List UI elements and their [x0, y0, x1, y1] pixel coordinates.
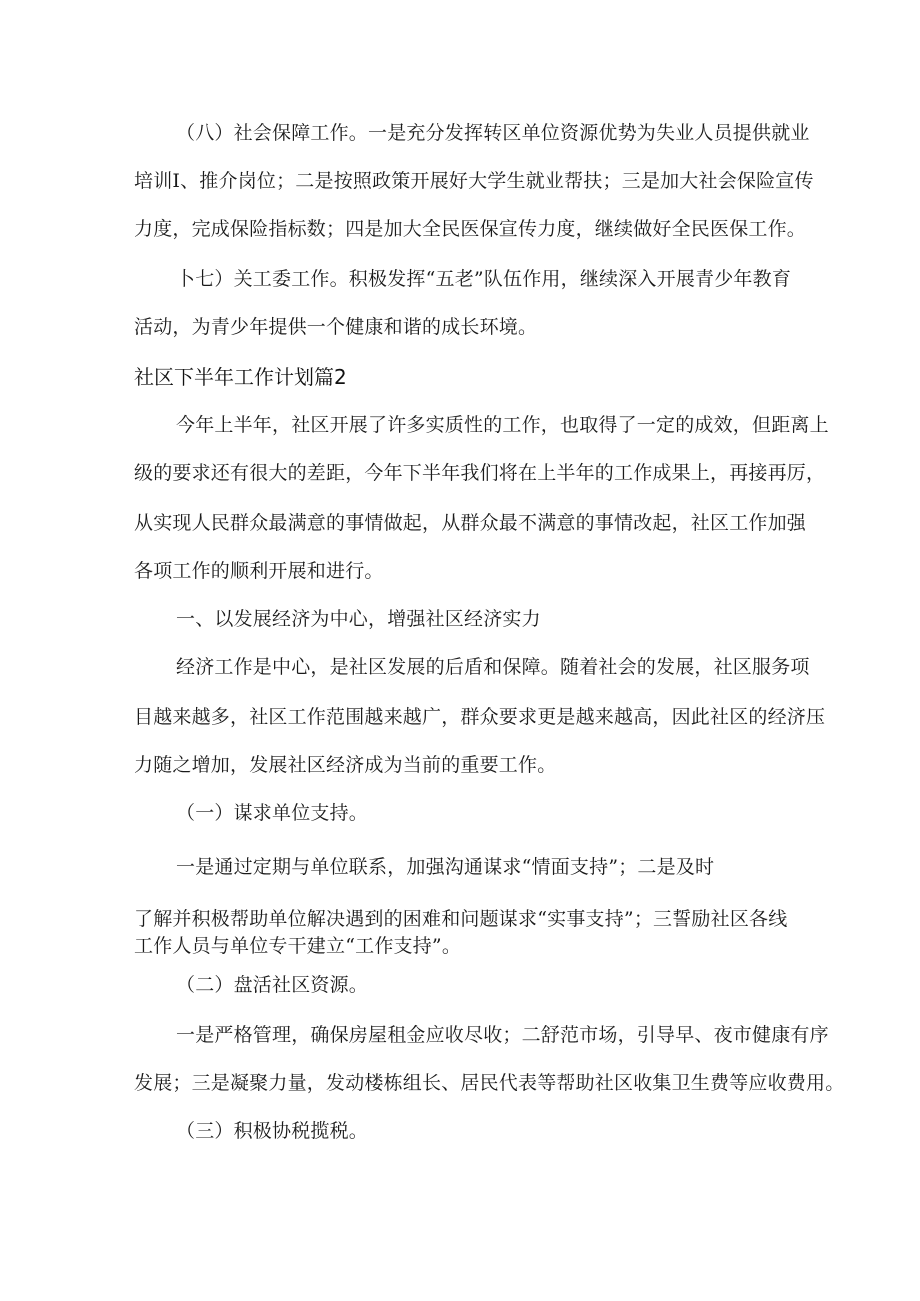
paragraph-line: 今年上半年，社区开展了许多实质性的工作，也取得了一定的成效，但距离上	[176, 414, 829, 436]
paragraph-line: （八）社会保障工作。一是充分发挥转区单位资源优势为失业人员提供就业	[176, 122, 810, 144]
paragraph-line: 工作人员与单位专干建立“工作支持”。	[134, 935, 462, 957]
paragraph-line: 级的要求还有很大的差距，今年下半年我们将在上半年的工作成果上，再接再厉，	[134, 462, 826, 484]
subsection-heading: （三）积极协税揽税。	[176, 1120, 369, 1142]
paragraph-line: 力度，完成保险指标数；四是加大全民医保宣传力度，继续做好全民医保工作。	[134, 218, 807, 240]
subsection-heading: （一）谋求单位支持。	[176, 802, 369, 824]
paragraph-line: 培训I、推介岗位；二是按照政策开展好大学生就业帮扶；三是加大社会保险宣传	[134, 170, 814, 192]
subsection-heading: （二）盘活社区资源。	[176, 974, 369, 996]
paragraph-line: 一是通过定期与单位联系，加强沟通谋求“情面支持”；二是及时	[176, 856, 715, 878]
paragraph-line: 目越来越多，社区工作范围越来越广，群众要求更是越来越高，因此社区的经济压	[134, 706, 826, 728]
section-heading: 社区下半年工作计划篇2	[134, 365, 347, 389]
paragraph-line: 力随之增加，发展社区经济成为当前的重要工作。	[134, 754, 557, 776]
paragraph-line: 活动，为青少年提供一个健康和谐的成长环境。	[134, 316, 538, 338]
paragraph-line: 从实现人民群众最满意的事情做起，从群众最不满意的事情改起，社区工作加强	[134, 512, 807, 534]
paragraph-line: 经济工作是中心，是社区发展的后盾和保障。随着社会的发展，社区服务项	[176, 656, 810, 678]
subsection-heading: 一、以发展经济为中心，增强社区经济实力	[176, 608, 541, 630]
paragraph-line: 发展；三是凝聚力量，发动楼栋组长、居民代表等帮助社区收集卫生费等应收费用。	[134, 1072, 845, 1094]
paragraph-line: 卜七）关工委工作。积极发挥“五老”队伍作用，继续深入开展青少年教育	[176, 268, 792, 290]
paragraph-line: 各项工作的顺利开展和进行。	[134, 560, 384, 582]
paragraph-line: 了解并积极帮助单位解决遇到的困难和问题谋求“实事支持”；三誓励社区各线	[134, 908, 788, 930]
paragraph-line: 一是严格管理，确保房屋租金应收尽收；二舒范市场，引导早、夜市健康有序	[176, 1024, 829, 1046]
